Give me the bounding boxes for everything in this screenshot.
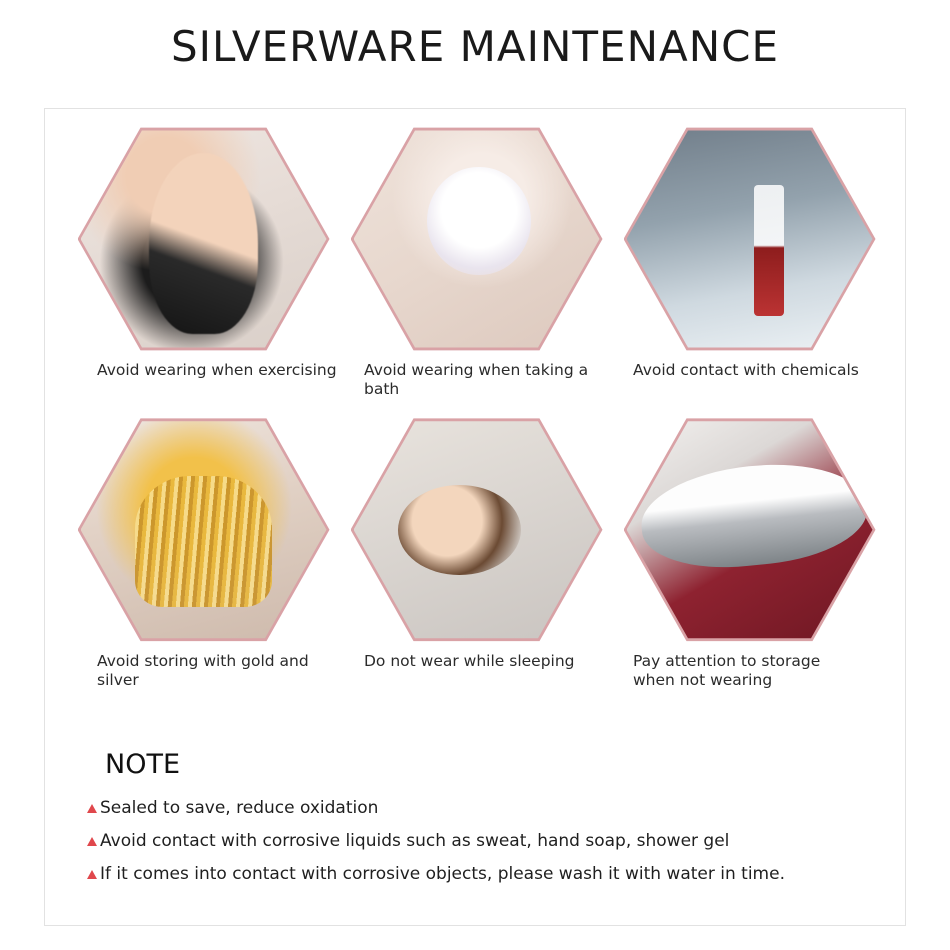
note-item-text: If it comes into contact with corrosive objects, please wash it with water in time.	[100, 864, 785, 885]
tip-card-sleeping	[340, 414, 613, 691]
note-title: NOTE	[105, 749, 181, 780]
tip-caption	[615, 652, 884, 691]
tip-caption-line2: when not wearing	[633, 671, 773, 690]
tip-caption: Avoid wearing when taking a bath	[364, 361, 589, 399]
hex-frame	[624, 414, 876, 646]
hex-image-clip	[627, 126, 873, 352]
note-item-text: Avoid contact with corrosive liquids such as sweat, hand soap, shower gel	[100, 831, 730, 852]
hex-image-clip	[81, 417, 327, 643]
tip-card-storing-gold	[67, 414, 340, 691]
note-section	[67, 749, 877, 891]
note-list	[67, 792, 877, 891]
hex-image-clip	[81, 126, 327, 352]
tip-caption: Avoid storing with gold and silver	[97, 651, 309, 690]
hex-frame	[78, 123, 330, 355]
woman-exercising-photo	[81, 126, 327, 352]
hex-frame	[351, 123, 603, 355]
hex-frame	[78, 414, 330, 646]
page-title: SILVERWARE MAINTENANCE	[170, 22, 779, 71]
hex-image-clip	[354, 417, 600, 643]
note-item	[87, 858, 877, 891]
triangle-bullet-icon	[87, 804, 97, 813]
note-item	[87, 792, 877, 825]
tip-card-chemicals	[613, 123, 886, 400]
gold-jewelry-in-hand-photo	[81, 417, 327, 643]
tip-caption: Avoid contact with chemicals	[633, 361, 859, 379]
tip-caption-line1: Pay attention to storage	[633, 651, 821, 670]
note-item	[87, 825, 877, 858]
hex-image-clip	[354, 126, 600, 352]
tip-caption: Do not wear while sleeping	[364, 651, 575, 670]
lab-test-tubes-photo	[627, 126, 873, 352]
tip-caption: Avoid wearing when exercising	[97, 361, 337, 379]
tip-card-storage	[613, 414, 886, 691]
hex-frame	[624, 123, 876, 355]
triangle-bullet-icon	[87, 870, 97, 879]
silver-bracelet-case-photo	[627, 417, 873, 643]
tip-card-exercising	[67, 123, 340, 400]
hex-frame	[351, 414, 603, 646]
hex-image-clip	[627, 417, 873, 643]
content-card	[44, 108, 906, 926]
woman-sleeping-photo	[354, 417, 600, 643]
tip-card-bath	[340, 123, 613, 400]
woman-shower-photo	[354, 126, 600, 352]
tips-grid	[67, 123, 887, 705]
triangle-bullet-icon	[87, 837, 97, 846]
note-item-text: Sealed to save, reduce oxidation	[100, 798, 379, 818]
